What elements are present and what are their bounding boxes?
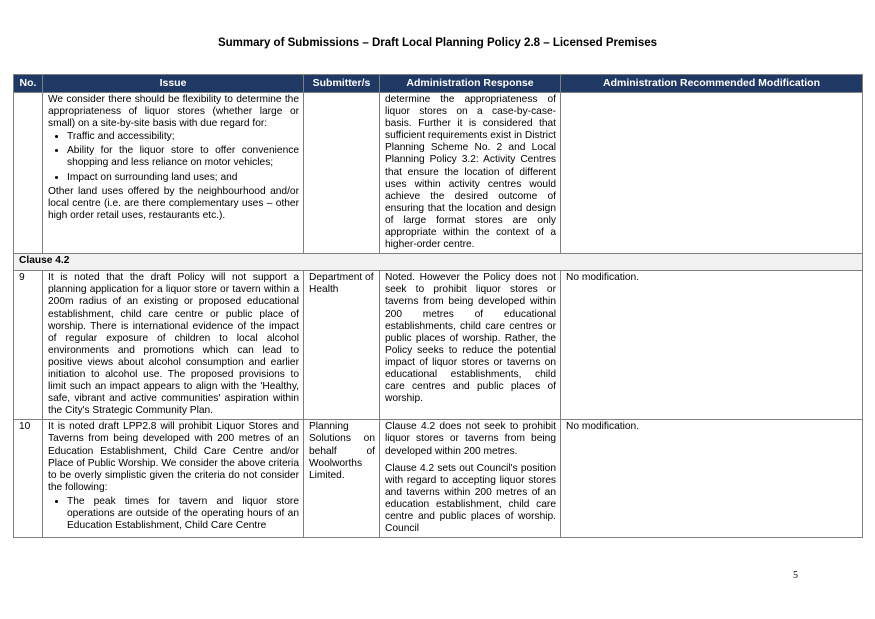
response-paragraph: Clause 4.2 sets out Council's position with regard to accepting liquor stores and taverns within 200 metres of an education establishment, child care centre and public places of worship. Council xyxy=(385,462,556,535)
cell-issue xyxy=(43,420,304,538)
cell-no: 9 xyxy=(14,271,43,420)
cell-issue xyxy=(43,93,304,254)
issue-intro: We consider there should be flexibility to determine the appropriateness of liquor stores (whether large or small) on a site-by-site basis with due regard for: xyxy=(48,94,299,130)
cell-modification: No modification. xyxy=(561,271,863,420)
list-item: • The peak times for tavern and liquor store operations are outside of the operating hours of an Education Establishment, Child Care Centre xyxy=(67,496,299,532)
header-modification: Administration Recommended Modification xyxy=(561,75,863,93)
list-item: • Ability for the liquor store to offer convenience shopping and less reliance on motor vehicles; xyxy=(67,145,299,169)
issue-bullet-list xyxy=(48,131,299,183)
header-issue: Issue xyxy=(43,75,304,93)
cell-no xyxy=(14,93,43,254)
table-row xyxy=(14,420,863,538)
issue-bullet-list xyxy=(48,496,299,532)
cell-no: 10 xyxy=(14,420,43,538)
table-row xyxy=(14,271,863,420)
list-item: • Traffic and accessibility; xyxy=(67,131,299,143)
cell-submitter: Department of Health xyxy=(304,271,380,420)
table-header-row xyxy=(14,75,863,93)
page-number: 5 xyxy=(793,570,798,581)
cell-response: Noted. However the Policy does not seek to prohibit liquor stores or taverns from being developed within 200 metres of educational establishments, child care centres or public places of worship. Rather, the Policy seeks to reduce the potential impact of liquor stores or taverns on educational establishments, child care centres and public places of worship. xyxy=(380,271,561,420)
header-submitter: Submitter/s xyxy=(304,75,380,93)
header-no: No. xyxy=(14,75,43,93)
cell-response xyxy=(380,420,561,538)
cell-issue: It is noted that the draft Policy will not support a planning application for a liquor store or tavern within a 200m radius of an existing or proposed educational establishment, child care centre or public place of worship. There is international evidence of the impact of regular exposure of children to local alcohol environments and promotions which can lead to positive views about alcohol consumption and earlier initiation to alcohol use. The proposed provisions to limit such an impact appears to align with the 'Healthy, safe, vibrant and active communities' aspiration within the City's Strategic Community Plan. xyxy=(43,271,304,420)
section-row xyxy=(14,254,863,271)
header-response: Administration Response xyxy=(380,75,561,93)
cell-submitter xyxy=(304,93,380,254)
document-title: Summary of Submissions – Draft Local Planning Policy 2.8 – Licensed Premises xyxy=(217,37,658,49)
cell-submitter: Planning Solutions on behalf of Woolworths Limited. xyxy=(304,420,380,538)
submissions-table xyxy=(13,74,863,538)
list-item: • Impact on surrounding land uses; and xyxy=(67,172,299,184)
cell-response: determine the appropriateness of liquor stores on a case-by-case-basis. Further it is considered that sufficient requirements exist in District Planning Scheme No. 2 and Local Planning Policy 3.2: Activity Centres that ensure the location of different uses within activity centres would achieve the desired outcome of ensuring that the location and design of large format stores are only appropriate within the context of a higher-order centre. xyxy=(380,93,561,254)
section-label: Clause 4.2 xyxy=(14,254,863,271)
table-row-continued xyxy=(14,93,863,254)
response-paragraph: Clause 4.2 does not seek to prohibit liquor stores or taverns from being developed within 200 metres. xyxy=(385,421,556,457)
cell-modification xyxy=(561,93,863,254)
issue-intro: It is noted draft LPP2.8 will prohibit Liquor Stores and Taverns from being developed with 200 metres of an Education Establishment, Child Care Centre and/or Place of Public Worship. We consider the above criteria to be overly simplistic given the criteria do not consider the following: xyxy=(48,421,299,493)
issue-outro: Other land uses offered by the neighbourhood and/or local centre (i.e. are there complementary uses – other high order retail uses, restaurants etc.). xyxy=(48,185,299,221)
cell-modification: No modification. xyxy=(561,420,863,538)
